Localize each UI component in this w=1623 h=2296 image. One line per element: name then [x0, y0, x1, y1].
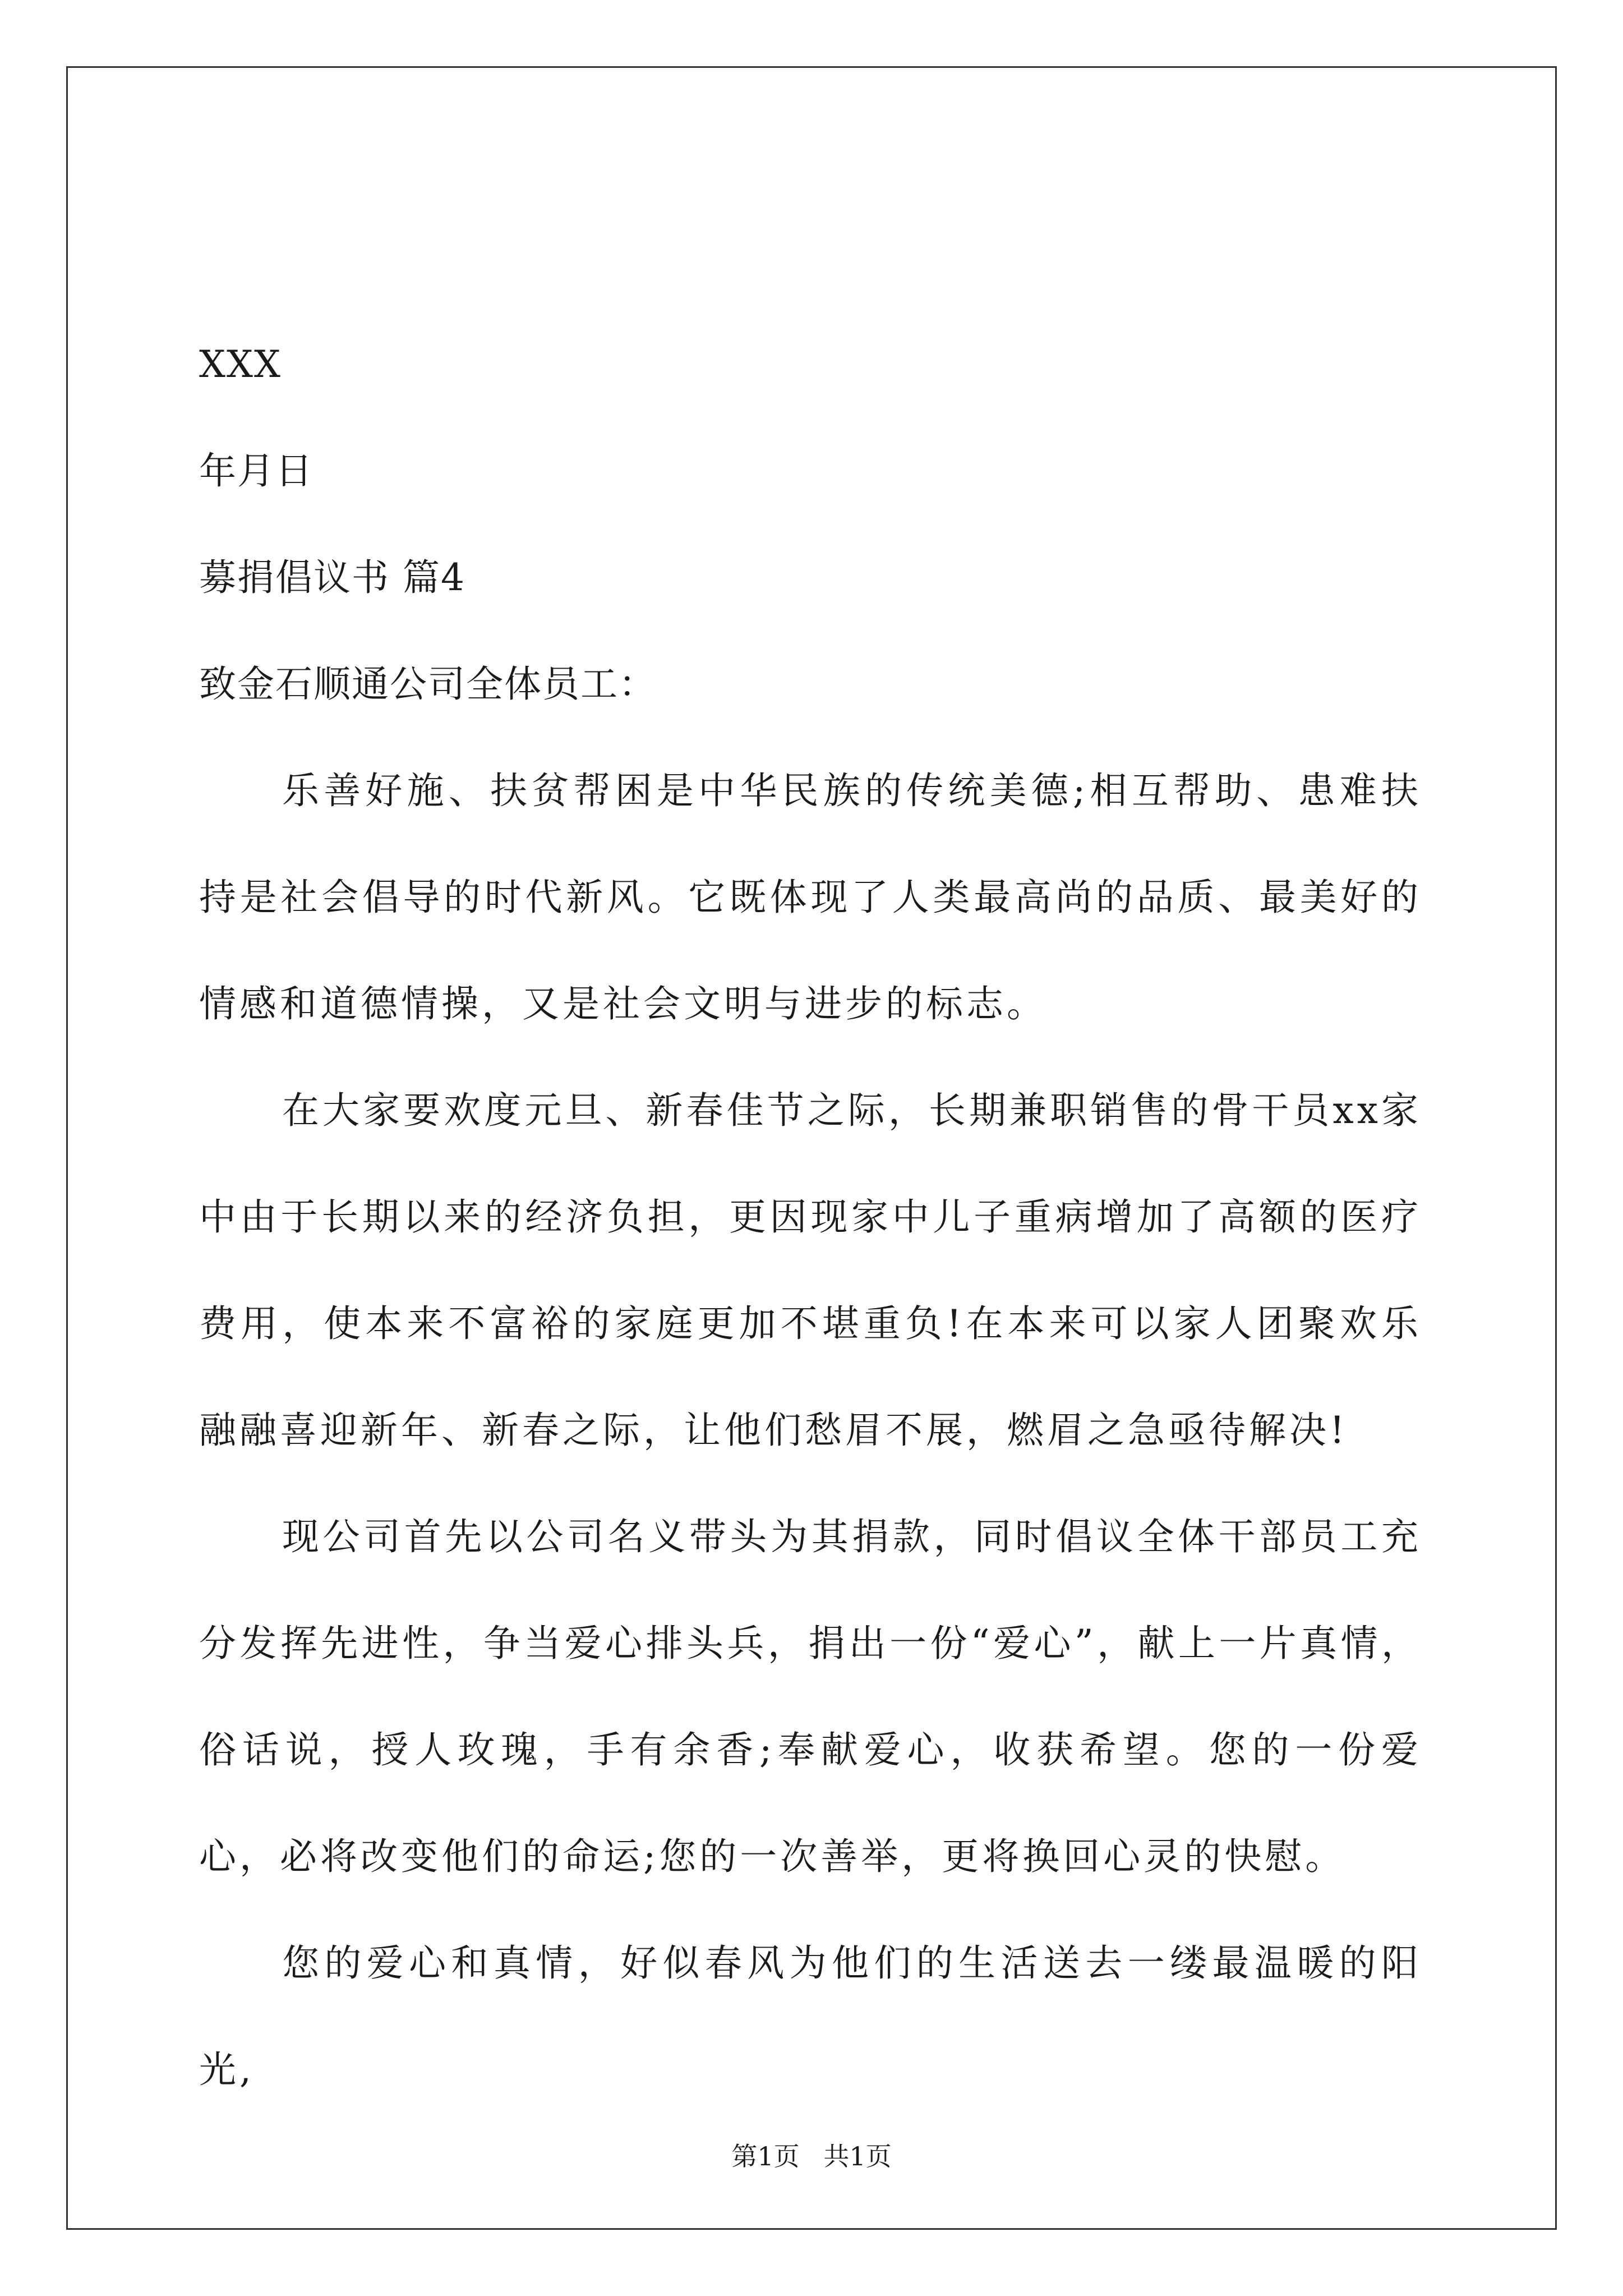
paragraph-1: 乐善好施、扶贫帮困是中华民族的传统美德;相互帮助、患难扶持是社会倡导的时代新风。它既体现了人类最高尚的品质、最美好的情感和道德情操，又是社会文明与进步的标志。 — [199, 769, 1422, 1025]
document-title: 募捐倡议书 篇4 — [199, 556, 465, 599]
page-footer — [0, 2136, 1623, 2173]
signature: XXX — [199, 343, 282, 386]
document-body — [199, 311, 1422, 2123]
page-total: 共1页 — [823, 2141, 892, 2171]
paragraph-2: 在大家要欢度元旦、新春佳节之际，长期兼职销售的骨干员xx家中由于长期以来的经济负担，更因现家中儿子重病增加了高额的医疗费用，使本来不富裕的家庭更加不堪重负!在本来可以家人团聚欢乐融融喜迎新年、新春之际，让他们愁眉不展，燃眉之急亟待解决! — [199, 1089, 1422, 1452]
salutation: 致金石顺通公司全体员工： — [199, 662, 657, 706]
paragraph-4: 您的爱心和真情，好似春风为他们的生活送去一缕最温暖的阳光, — [199, 1941, 1422, 2091]
date-line: 年月日 — [199, 449, 313, 493]
page-number: 第1页 — [731, 2141, 800, 2171]
paragraph-3: 现公司首先以公司名义带头为其捐款，同时倡议全体干部员工充分发挥先进性，争当爱心排头兵，捐出一份“爱心”，献上一片真情，俗话说，授人玫瑰，手有余香;奉献爱心，收获希望。您的一份爱心，必将改变他们的命运;您的一次善举，更将换回心灵的快慰。 — [199, 1515, 1422, 1878]
